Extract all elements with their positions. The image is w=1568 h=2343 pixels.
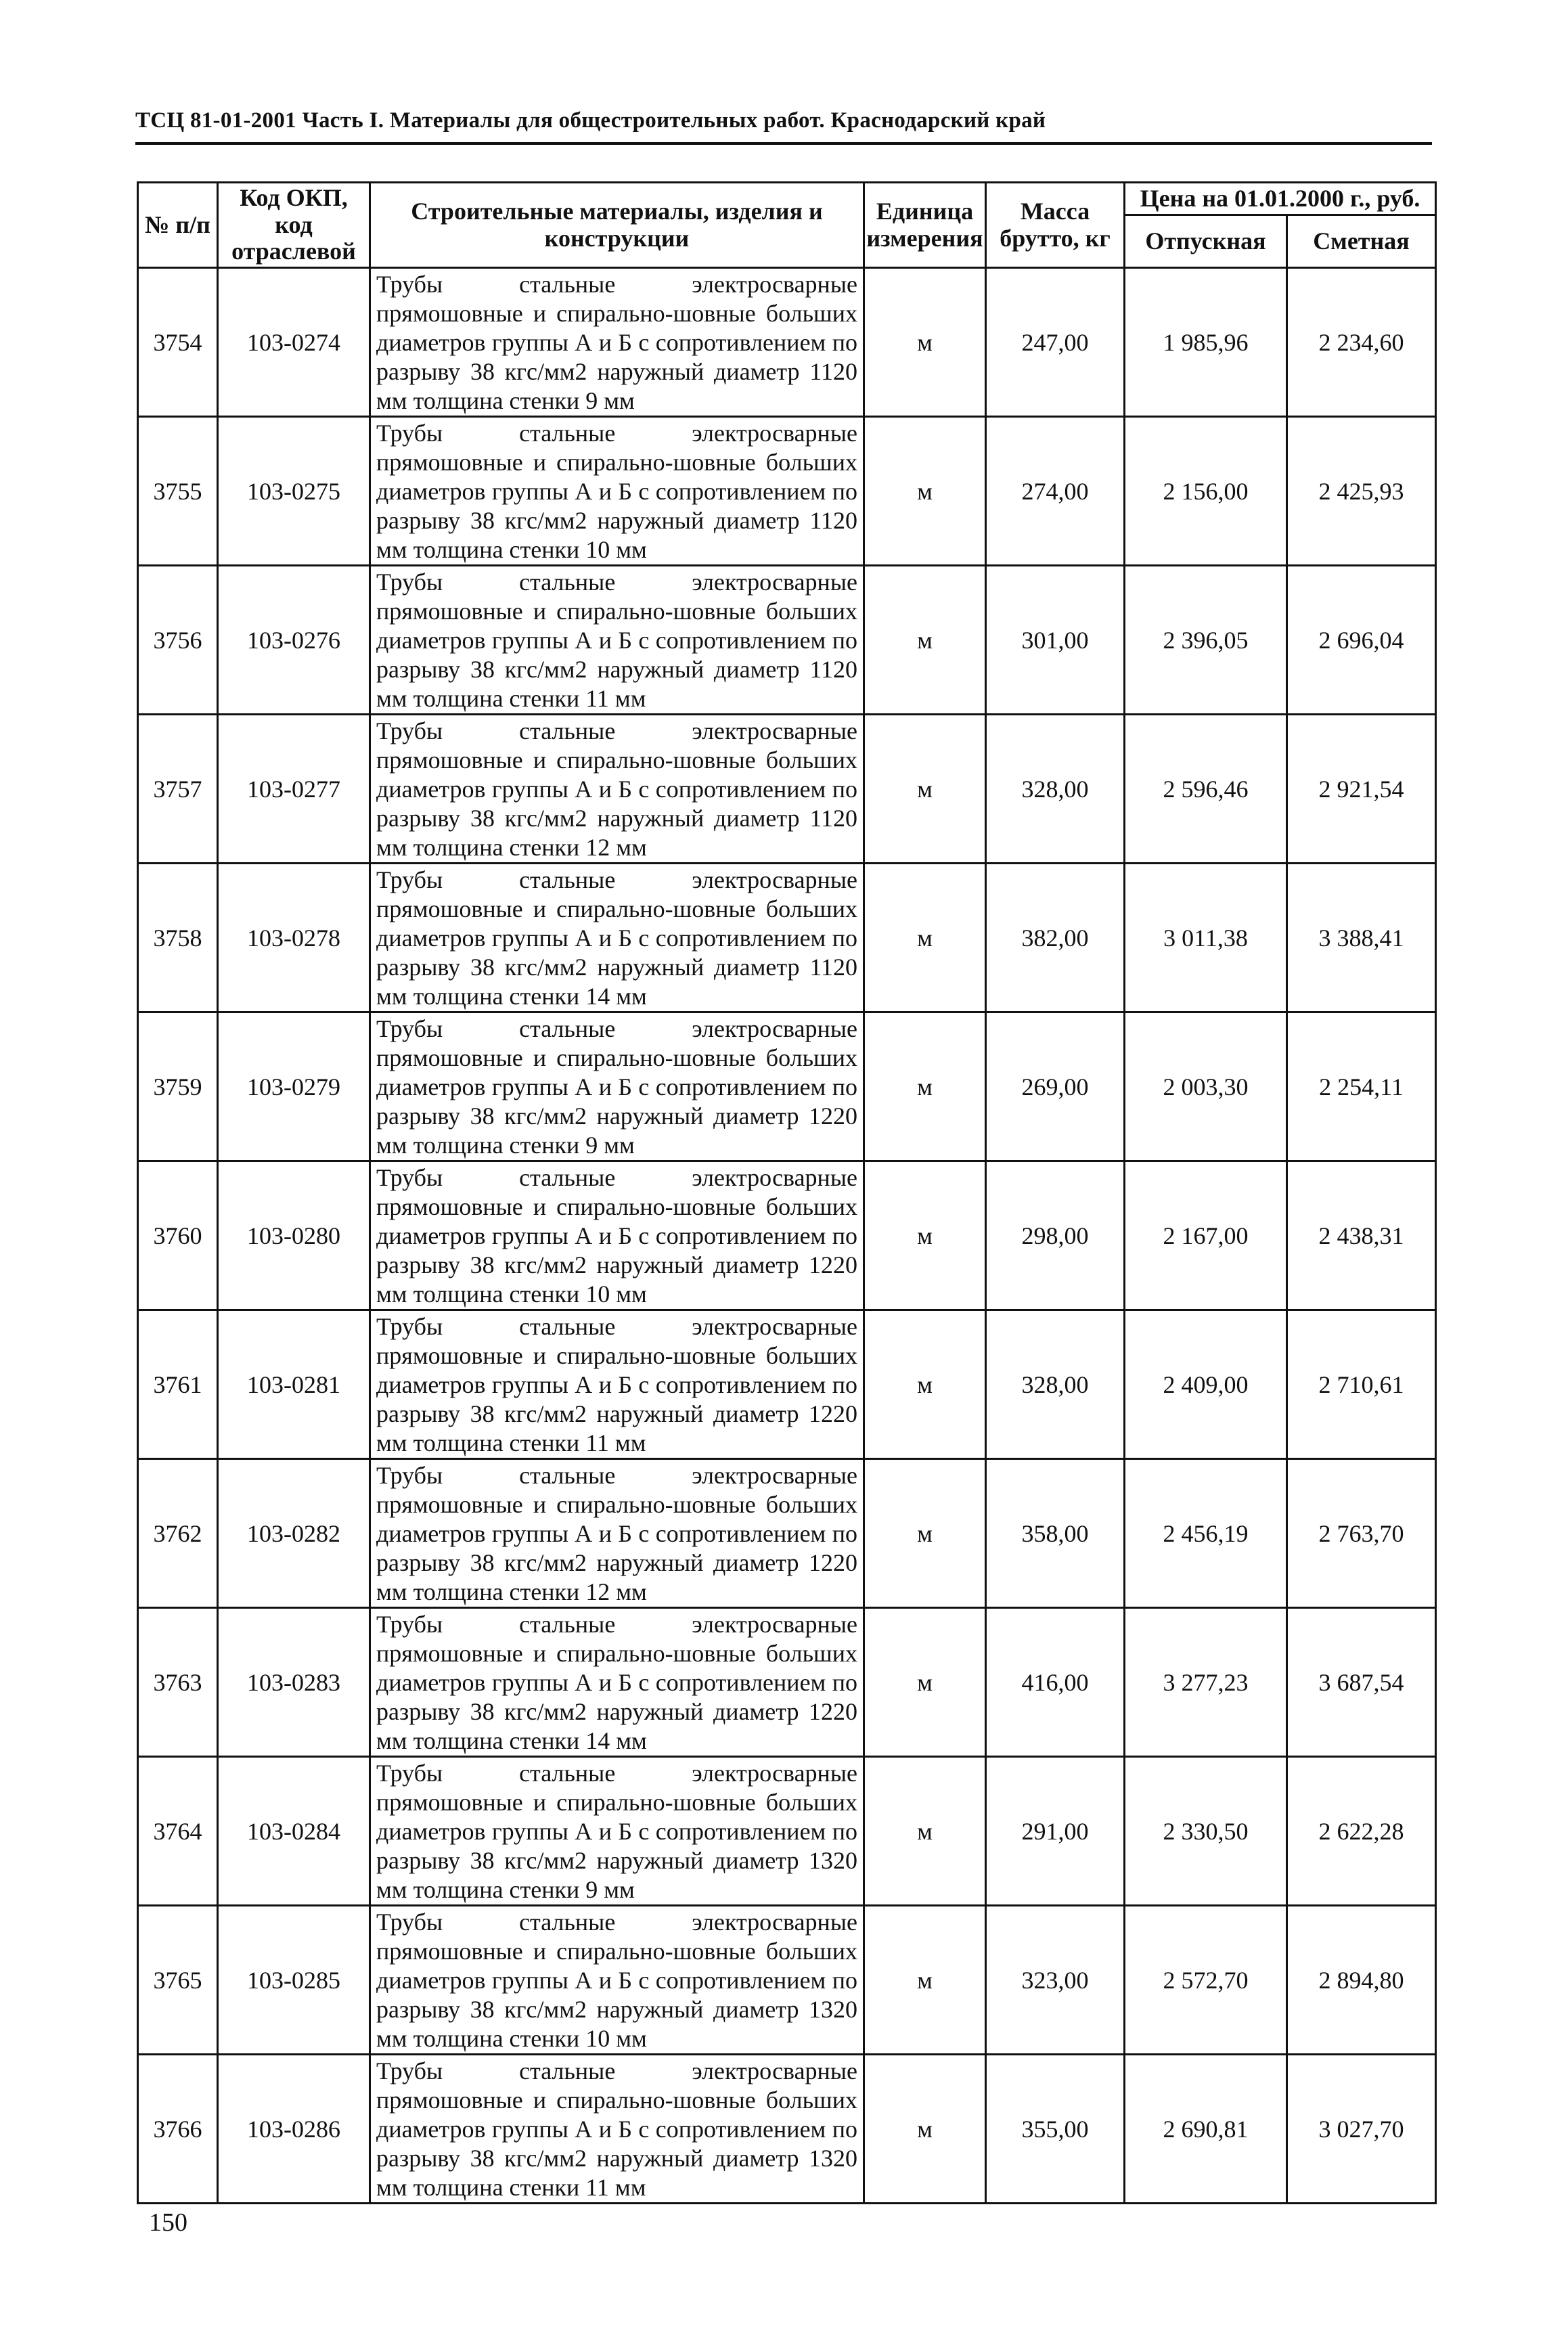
material-description-text: Трубы стальные электросварные прямошовные и спирально-шовные больших диаметров группы А и Б с сопротивлением по разрыву 38 кгс/мм2 наружный диаметр 1220 мм толщина стенки 11 мм	[376, 1313, 857, 1456]
page-number: 150	[149, 2208, 187, 2237]
mass-cell: 416,00	[986, 1608, 1125, 1757]
row-number-cell: 3766	[138, 2055, 218, 2204]
row-number-cell: 3765	[138, 1906, 218, 2055]
unit-cell: м	[864, 1012, 986, 1161]
table-row	[138, 864, 1436, 1012]
release-price-cell: 2 330,50	[1125, 1757, 1287, 1906]
column-header-material: Строительные материалы, изделия и конструкции	[370, 183, 864, 268]
row-number-cell: 3759	[138, 1012, 218, 1161]
okp-code-cell: 103-0281	[218, 1310, 370, 1459]
column-header-unit: Единица измерения	[864, 183, 986, 268]
release-price-cell: 1 985,96	[1125, 268, 1287, 417]
table-row	[138, 1757, 1436, 1906]
table-row	[138, 1012, 1436, 1161]
material-description-cell	[370, 1459, 864, 1608]
okp-code-cell: 103-0280	[218, 1161, 370, 1310]
mass-cell: 358,00	[986, 1459, 1125, 1608]
estimate-price-cell: 2 894,80	[1287, 1906, 1436, 2055]
estimate-price-cell: 2 254,11	[1287, 1012, 1436, 1161]
material-description-cell	[370, 417, 864, 566]
column-header-num: № п/п	[138, 183, 218, 268]
okp-code-cell: 103-0282	[218, 1459, 370, 1608]
table-row	[138, 1161, 1436, 1310]
estimate-price-cell: 2 622,28	[1287, 1757, 1436, 1906]
row-number-cell: 3761	[138, 1310, 218, 1459]
release-price-cell: 2 456,19	[1125, 1459, 1287, 1608]
row-number-cell: 3762	[138, 1459, 218, 1608]
unit-cell: м	[864, 1608, 986, 1757]
mass-cell: 323,00	[986, 1906, 1125, 2055]
unit-cell: м	[864, 1161, 986, 1310]
release-price-cell: 2 409,00	[1125, 1310, 1287, 1459]
material-description-text: Трубы стальные электросварные прямошовные и спирально-шовные больших диаметров группы А и Б с сопротивлением по разрыву 38 кгс/мм2 наружный диаметр 1220 мм толщина стенки 14 мм	[376, 1611, 857, 1754]
page-header-title: ТСЦ 81-01-2001 Часть I. Материалы для общестроительных работ. Краснодарский край	[135, 108, 1046, 133]
okp-code-cell: 103-0275	[218, 417, 370, 566]
material-description-cell	[370, 864, 864, 1012]
mass-cell: 298,00	[986, 1161, 1125, 1310]
unit-cell: м	[864, 1757, 986, 1906]
table-body	[138, 268, 1436, 2204]
estimate-price-cell: 2 234,60	[1287, 268, 1436, 417]
material-description-text: Трубы стальные электросварные прямошовные и спирально-шовные больших диаметров группы А и Б с сопротивлением по разрыву 38 кгс/мм2 наружный диаметр 1120 мм толщина стенки 11 мм	[376, 568, 857, 712]
release-price-cell: 2 690,81	[1125, 2055, 1287, 2204]
table-row	[138, 1906, 1436, 2055]
mass-cell: 382,00	[986, 864, 1125, 1012]
release-price-cell: 3 011,38	[1125, 864, 1287, 1012]
mass-cell: 247,00	[986, 268, 1125, 417]
estimate-price-cell: 2 438,31	[1287, 1161, 1436, 1310]
mass-cell: 328,00	[986, 715, 1125, 864]
estimate-price-cell: 3 388,41	[1287, 864, 1436, 1012]
unit-cell: м	[864, 417, 986, 566]
material-description-cell	[370, 1757, 864, 1906]
estimate-price-cell: 2 763,70	[1287, 1459, 1436, 1608]
okp-code-cell: 103-0284	[218, 1757, 370, 1906]
column-header-price-group: Цена на 01.01.2000 г., руб.	[1125, 183, 1436, 215]
mass-cell: 328,00	[986, 1310, 1125, 1459]
row-number-cell: 3758	[138, 864, 218, 1012]
okp-code-cell: 103-0277	[218, 715, 370, 864]
okp-code-cell: 103-0276	[218, 566, 370, 715]
mass-cell: 269,00	[986, 1012, 1125, 1161]
table-row	[138, 417, 1436, 566]
column-header-code: Код ОКП, код отраслевой	[218, 183, 370, 268]
header-divider	[135, 142, 1432, 145]
material-description-text: Трубы стальные электросварные прямошовные и спирально-шовные больших диаметров группы А и Б с сопротивлением по разрыву 38 кгс/мм2 наружный диаметр 1220 мм толщина стенки 12 мм	[376, 1462, 857, 1605]
okp-code-cell: 103-0286	[218, 2055, 370, 2204]
unit-cell: м	[864, 864, 986, 1012]
row-number-cell: 3756	[138, 566, 218, 715]
material-description-text: Трубы стальные электросварные прямошовные и спирально-шовные больших диаметров группы А и Б с сопротивлением по разрыву 38 кгс/мм2 наружный диаметр 1120 мм толщина стенки 10 мм	[376, 420, 857, 563]
column-header-price-release: Отпускная	[1125, 215, 1287, 268]
material-description-text: Трубы стальные электросварные прямошовные и спирально-шовные больших диаметров группы А и Б с сопротивлением по разрыву 38 кгс/мм2 наружный диаметр 1120 мм толщина стенки 14 мм	[376, 866, 857, 1010]
table-row	[138, 566, 1436, 715]
row-number-cell: 3763	[138, 1608, 218, 1757]
unit-cell: м	[864, 2055, 986, 2204]
release-price-cell: 2 596,46	[1125, 715, 1287, 864]
mass-cell: 291,00	[986, 1757, 1125, 1906]
material-description-text: Трубы стальные электросварные прямошовные и спирально-шовные больших диаметров группы А и Б с сопротивлением по разрыву 38 кгс/мм2 наружный диаметр 1320 мм толщина стенки 10 мм	[376, 1909, 857, 2052]
material-description-cell	[370, 268, 864, 417]
release-price-cell: 3 277,23	[1125, 1608, 1287, 1757]
table-row	[138, 2055, 1436, 2204]
okp-code-cell: 103-0274	[218, 268, 370, 417]
material-description-text: Трубы стальные электросварные прямошовные и спирально-шовные больших диаметров группы А и Б с сопротивлением по разрыву 38 кгс/мм2 наружный диаметр 1220 мм толщина стенки 10 мм	[376, 1164, 857, 1308]
material-description-text: Трубы стальные электросварные прямошовные и спирально-шовные больших диаметров группы А и Б с сопротивлением по разрыву 38 кгс/мм2 наружный диаметр 1120 мм толщина стенки 9 мм	[376, 271, 857, 414]
estimate-price-cell: 2 696,04	[1287, 566, 1436, 715]
material-description-text: Трубы стальные электросварные прямошовные и спирально-шовные больших диаметров группы А и Б с сопротивлением по разрыву 38 кгс/мм2 наружный диаметр 1220 мм толщина стенки 9 мм	[376, 1015, 857, 1159]
table-row	[138, 1459, 1436, 1608]
material-description-cell	[370, 1012, 864, 1161]
unit-cell: м	[864, 1906, 986, 2055]
estimate-price-cell: 3 027,70	[1287, 2055, 1436, 2204]
material-description-cell	[370, 715, 864, 864]
material-description-cell	[370, 1608, 864, 1757]
release-price-cell: 2 156,00	[1125, 417, 1287, 566]
estimate-price-cell: 2 921,54	[1287, 715, 1436, 864]
estimate-price-cell: 2 710,61	[1287, 1310, 1436, 1459]
release-price-cell: 2 167,00	[1125, 1161, 1287, 1310]
row-number-cell: 3754	[138, 268, 218, 417]
material-description-text: Трубы стальные электросварные прямошовные и спирально-шовные больших диаметров группы А и Б с сопротивлением по разрыву 38 кгс/мм2 наружный диаметр 1120 мм толщина стенки 12 мм	[376, 717, 857, 861]
okp-code-cell: 103-0283	[218, 1608, 370, 1757]
material-description-cell	[370, 1906, 864, 2055]
table-row	[138, 1608, 1436, 1757]
release-price-cell: 2 003,30	[1125, 1012, 1287, 1161]
row-number-cell: 3764	[138, 1757, 218, 1906]
table-row	[138, 715, 1436, 864]
price-table	[137, 181, 1437, 2204]
unit-cell: м	[864, 1459, 986, 1608]
row-number-cell: 3755	[138, 417, 218, 566]
okp-code-cell: 103-0279	[218, 1012, 370, 1161]
table-row	[138, 1310, 1436, 1459]
material-description-text: Трубы стальные электросварные прямошовные и спирально-шовные больших диаметров группы А и Б с сопротивлением по разрыву 38 кгс/мм2 наружный диаметр 1320 мм толщина стенки 11 мм	[376, 2057, 857, 2201]
row-number-cell: 3760	[138, 1161, 218, 1310]
mass-cell: 301,00	[986, 566, 1125, 715]
release-price-cell: 2 572,70	[1125, 1906, 1287, 2055]
unit-cell: м	[864, 715, 986, 864]
material-description-text: Трубы стальные электросварные прямошовные и спирально-шовные больших диаметров группы А и Б с сопротивлением по разрыву 38 кгс/мм2 наружный диаметр 1320 мм толщина стенки 9 мм	[376, 1760, 857, 1903]
column-header-mass: Масса брутто, кг	[986, 183, 1125, 268]
unit-cell: м	[864, 268, 986, 417]
unit-cell: м	[864, 566, 986, 715]
unit-cell: м	[864, 1310, 986, 1459]
release-price-cell: 2 396,05	[1125, 566, 1287, 715]
table-row	[138, 268, 1436, 417]
estimate-price-cell: 2 425,93	[1287, 417, 1436, 566]
material-description-cell	[370, 566, 864, 715]
mass-cell: 274,00	[986, 417, 1125, 566]
material-description-cell	[370, 1310, 864, 1459]
estimate-price-cell: 3 687,54	[1287, 1608, 1436, 1757]
material-description-cell	[370, 1161, 864, 1310]
okp-code-cell: 103-0278	[218, 864, 370, 1012]
material-description-cell	[370, 2055, 864, 2204]
mass-cell: 355,00	[986, 2055, 1125, 2204]
row-number-cell: 3757	[138, 715, 218, 864]
okp-code-cell: 103-0285	[218, 1906, 370, 2055]
column-header-price-estimate: Сметная	[1287, 215, 1436, 268]
